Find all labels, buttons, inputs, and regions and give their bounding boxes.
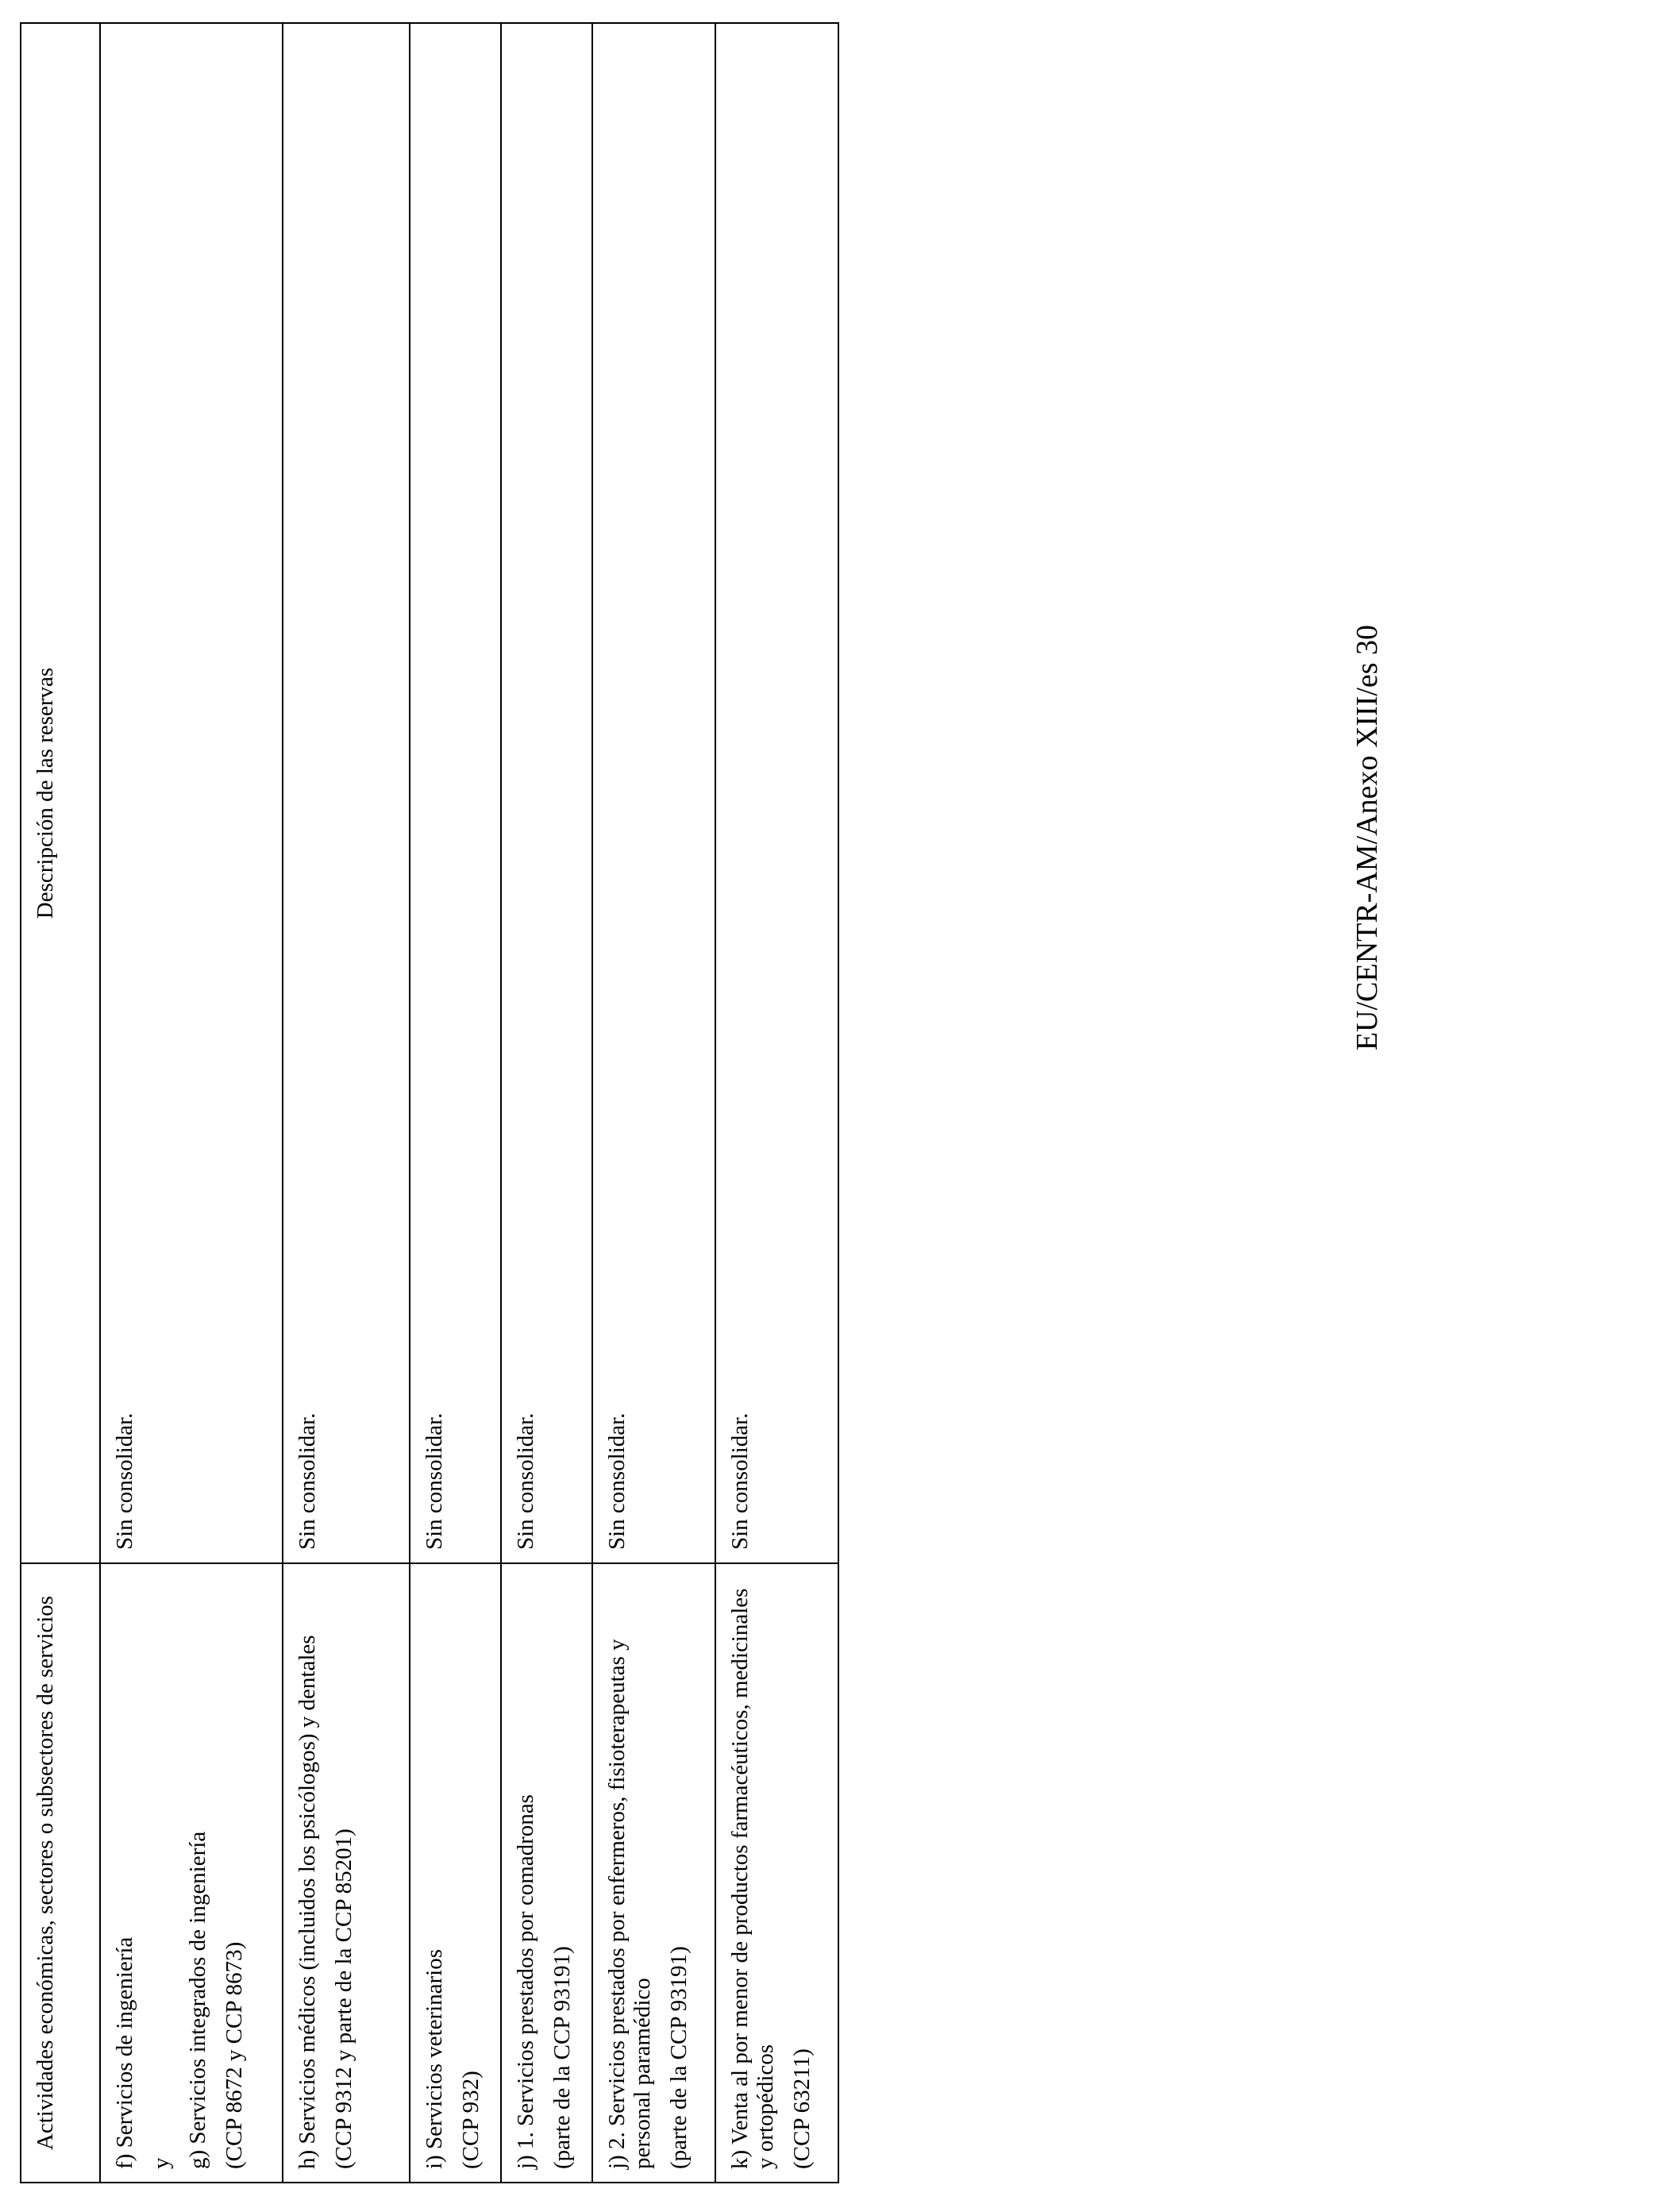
sector-line: j) 1. Servicios prestados por comadronas (513, 1794, 538, 2169)
reservation-cell: Sin consolidar. (100, 23, 283, 1563)
sector-line: g) Servicios integrados de ingeniería (185, 1831, 210, 2169)
table-row (715, 23, 838, 2183)
sector-line: (CCP 8672 y CCP 8673) (222, 1941, 247, 2169)
reservation-cell: Sin consolidar. (715, 23, 838, 1563)
reservation-cell: Sin consolidar. (410, 23, 501, 1563)
table-header-row (21, 23, 100, 2183)
sector-line: (CCP 9312 y parte de la CCP 85201) (331, 1828, 356, 2169)
reservations-table (20, 22, 839, 2183)
table-row (283, 23, 410, 2183)
sector-cell (592, 1563, 715, 2183)
reservation-cell: Sin consolidar. (283, 23, 410, 1563)
header-reservations: Descripción de las reservas (21, 23, 100, 1563)
table-row (410, 23, 501, 2183)
sector-line: h) Servicios médicos (incluidos los psicólogos) y dentales (295, 1635, 320, 2169)
rotated-page-content (20, 24, 838, 2183)
sector-cell (100, 1563, 283, 2183)
sector-line: j) 2. Servicios prestados por enfermeros, fisioterapeutas y personal paramédico (604, 1639, 655, 2169)
reservation-cell: Sin consolidar. (592, 23, 715, 1563)
sector-line: (CCP 932) (458, 2071, 484, 2169)
table-row (100, 23, 283, 2183)
reservation-cell: Sin consolidar. (501, 23, 592, 1563)
document-reference-footer: EU/CENTR-AM/Anexo XIII/es 30 (1351, 624, 1384, 1051)
header-sectors: Actividades económicas, sectores o subsectores de servicios (21, 1563, 100, 2183)
table-row (592, 23, 715, 2183)
sector-line: f) Servicios de ingeniería (112, 1936, 137, 2169)
sector-line: y (148, 2157, 174, 2169)
sector-cell (715, 1563, 838, 2183)
sector-line: (CCP 63211) (789, 2048, 815, 2169)
sector-cell (410, 1563, 501, 2183)
table-row (501, 23, 592, 2183)
sector-cell (501, 1563, 592, 2183)
sector-line: i) Servicios veterinarios (422, 1948, 447, 2169)
sector-cell (283, 1563, 410, 2183)
sector-line: (parte de la CCP 93191) (549, 1946, 575, 2169)
sector-line: k) Venta al por menor de productos farmacéuticos, medicinales y ortopédicos (727, 1588, 778, 2169)
sector-line: (parte de la CCP 93191) (666, 1946, 692, 2169)
